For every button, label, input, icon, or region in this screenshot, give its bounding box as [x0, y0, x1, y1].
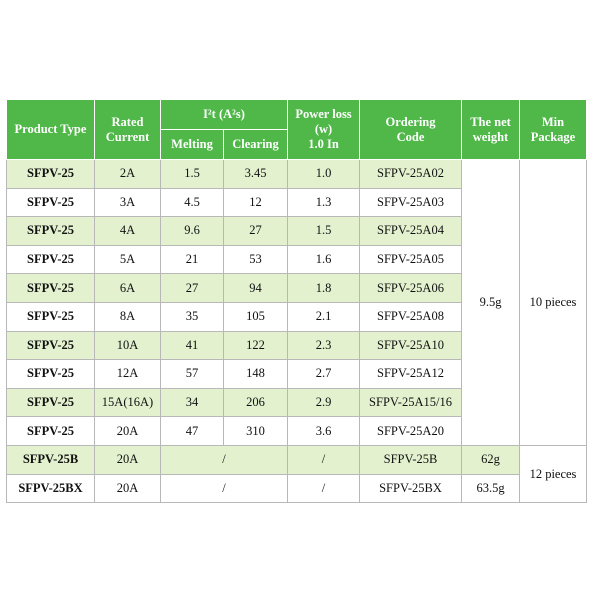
cell-ordering-code: SFPV-25A12 [360, 360, 462, 389]
cell-melting: 57 [161, 360, 224, 389]
cell-melting: 9.6 [161, 217, 224, 246]
cell-product-type: SFPV-25 [7, 331, 95, 360]
cell-melting: 27 [161, 274, 224, 303]
cell-power-loss: 1.3 [288, 188, 360, 217]
cell-clearing: 206 [224, 388, 288, 417]
cell-rated-current: 12A [95, 360, 161, 389]
cell-i2t-na: / [161, 445, 288, 474]
header-net-weight [462, 100, 520, 160]
cell-ordering-code: SFPV-25A02 [360, 160, 462, 189]
cell-rated-current: 5A [95, 245, 161, 274]
cell-clearing: 94 [224, 274, 288, 303]
cell-rated-current: 4A [95, 217, 161, 246]
table-row [7, 445, 587, 474]
cell-product-type: SFPV-25 [7, 188, 95, 217]
cell-product-type: SFPV-25B [7, 445, 95, 474]
cell-power-loss: / [288, 445, 360, 474]
cell-power-loss: 3.6 [288, 417, 360, 446]
cell-power-loss: 1.8 [288, 274, 360, 303]
cell-product-type: SFPV-25 [7, 302, 95, 331]
header-min-package [520, 100, 587, 160]
cell-power-loss: 1.5 [288, 217, 360, 246]
cell-melting: 1.5 [161, 160, 224, 189]
cell-ordering-code: SFPV-25A10 [360, 331, 462, 360]
table-row [7, 160, 587, 189]
cell-rated-current: 3A [95, 188, 161, 217]
header-melting: Melting [161, 130, 224, 160]
cell-min-package-group: 10 pieces [520, 160, 587, 446]
cell-product-type: SFPV-25 [7, 360, 95, 389]
cell-ordering-code: SFPV-25A04 [360, 217, 462, 246]
cell-ordering-code: SFPV-25A20 [360, 417, 462, 446]
cell-ordering-code: SFPV-25A05 [360, 245, 462, 274]
cell-clearing: 53 [224, 245, 288, 274]
cell-power-loss: 2.1 [288, 302, 360, 331]
cell-net-weight-group: 9.5g [462, 160, 520, 446]
cell-power-loss: / [288, 474, 360, 503]
cell-product-type: SFPV-25 [7, 217, 95, 246]
cell-product-type: SFPV-25BX [7, 474, 95, 503]
cell-clearing: 310 [224, 417, 288, 446]
cell-clearing: 3.45 [224, 160, 288, 189]
cell-ordering-code: SFPV-25A03 [360, 188, 462, 217]
header-product-type: Product Type [7, 100, 95, 160]
cell-net-weight: 63.5g [462, 474, 520, 503]
cell-power-loss: 2.7 [288, 360, 360, 389]
cell-melting: 47 [161, 417, 224, 446]
cell-product-type: SFPV-25 [7, 245, 95, 274]
cell-product-type: SFPV-25 [7, 388, 95, 417]
cell-clearing: 122 [224, 331, 288, 360]
cell-clearing: 27 [224, 217, 288, 246]
cell-rated-current: 20A [95, 445, 161, 474]
header-rated-current [95, 100, 161, 160]
cell-rated-current: 10A [95, 331, 161, 360]
cell-power-loss: 1.6 [288, 245, 360, 274]
cell-ordering-code: SFPV-25B [360, 445, 462, 474]
header-rated-current-line2: Current [105, 129, 150, 144]
header-power-loss-line1: Power loss [295, 107, 352, 121]
header-i2t: I²t (A²s) [161, 100, 288, 130]
cell-power-loss: 1.0 [288, 160, 360, 189]
cell-power-loss: 2.9 [288, 388, 360, 417]
fuse-spec-table [6, 99, 587, 503]
cell-product-type: SFPV-25 [7, 160, 95, 189]
cell-melting: 4.5 [161, 188, 224, 217]
cell-rated-current: 20A [95, 417, 161, 446]
cell-ordering-code: SFPV-25BX [360, 474, 462, 503]
header-net-weight-line2: weight [472, 129, 509, 144]
cell-melting: 35 [161, 302, 224, 331]
header-net-weight-line1: The net [470, 114, 511, 129]
header-ordering-code-line2: Code [396, 129, 425, 144]
cell-min-package-group: 12 pieces [520, 445, 587, 502]
cell-clearing: 105 [224, 302, 288, 331]
table-row [7, 474, 587, 503]
header-rated-current-line1: Rated [111, 114, 144, 129]
header-power-loss-line2: (w) [314, 122, 333, 136]
cell-ordering-code: SFPV-25A08 [360, 302, 462, 331]
header-power-loss-line3: 1.0 In [308, 137, 339, 151]
cell-rated-current: 8A [95, 302, 161, 331]
cell-product-type: SFPV-25 [7, 274, 95, 303]
header-min-package-line2: Package [530, 129, 576, 144]
header-power-loss [288, 100, 360, 160]
cell-clearing: 12 [224, 188, 288, 217]
header-min-package-line1: Min [541, 114, 565, 129]
header-clearing: Clearing [224, 130, 288, 160]
cell-rated-current: 6A [95, 274, 161, 303]
cell-clearing: 148 [224, 360, 288, 389]
cell-i2t-na: / [161, 474, 288, 503]
cell-net-weight: 62g [462, 445, 520, 474]
cell-product-type: SFPV-25 [7, 417, 95, 446]
cell-melting: 21 [161, 245, 224, 274]
cell-power-loss: 2.3 [288, 331, 360, 360]
cell-ordering-code: SFPV-25A15/16 [360, 388, 462, 417]
cell-rated-current: 2A [95, 160, 161, 189]
cell-melting: 41 [161, 331, 224, 360]
cell-ordering-code: SFPV-25A06 [360, 274, 462, 303]
header-ordering-code-line1: Ordering [385, 114, 436, 129]
cell-rated-current: 20A [95, 474, 161, 503]
cell-melting: 34 [161, 388, 224, 417]
cell-rated-current: 15A(16A) [95, 388, 161, 417]
header-ordering-code [360, 100, 462, 160]
